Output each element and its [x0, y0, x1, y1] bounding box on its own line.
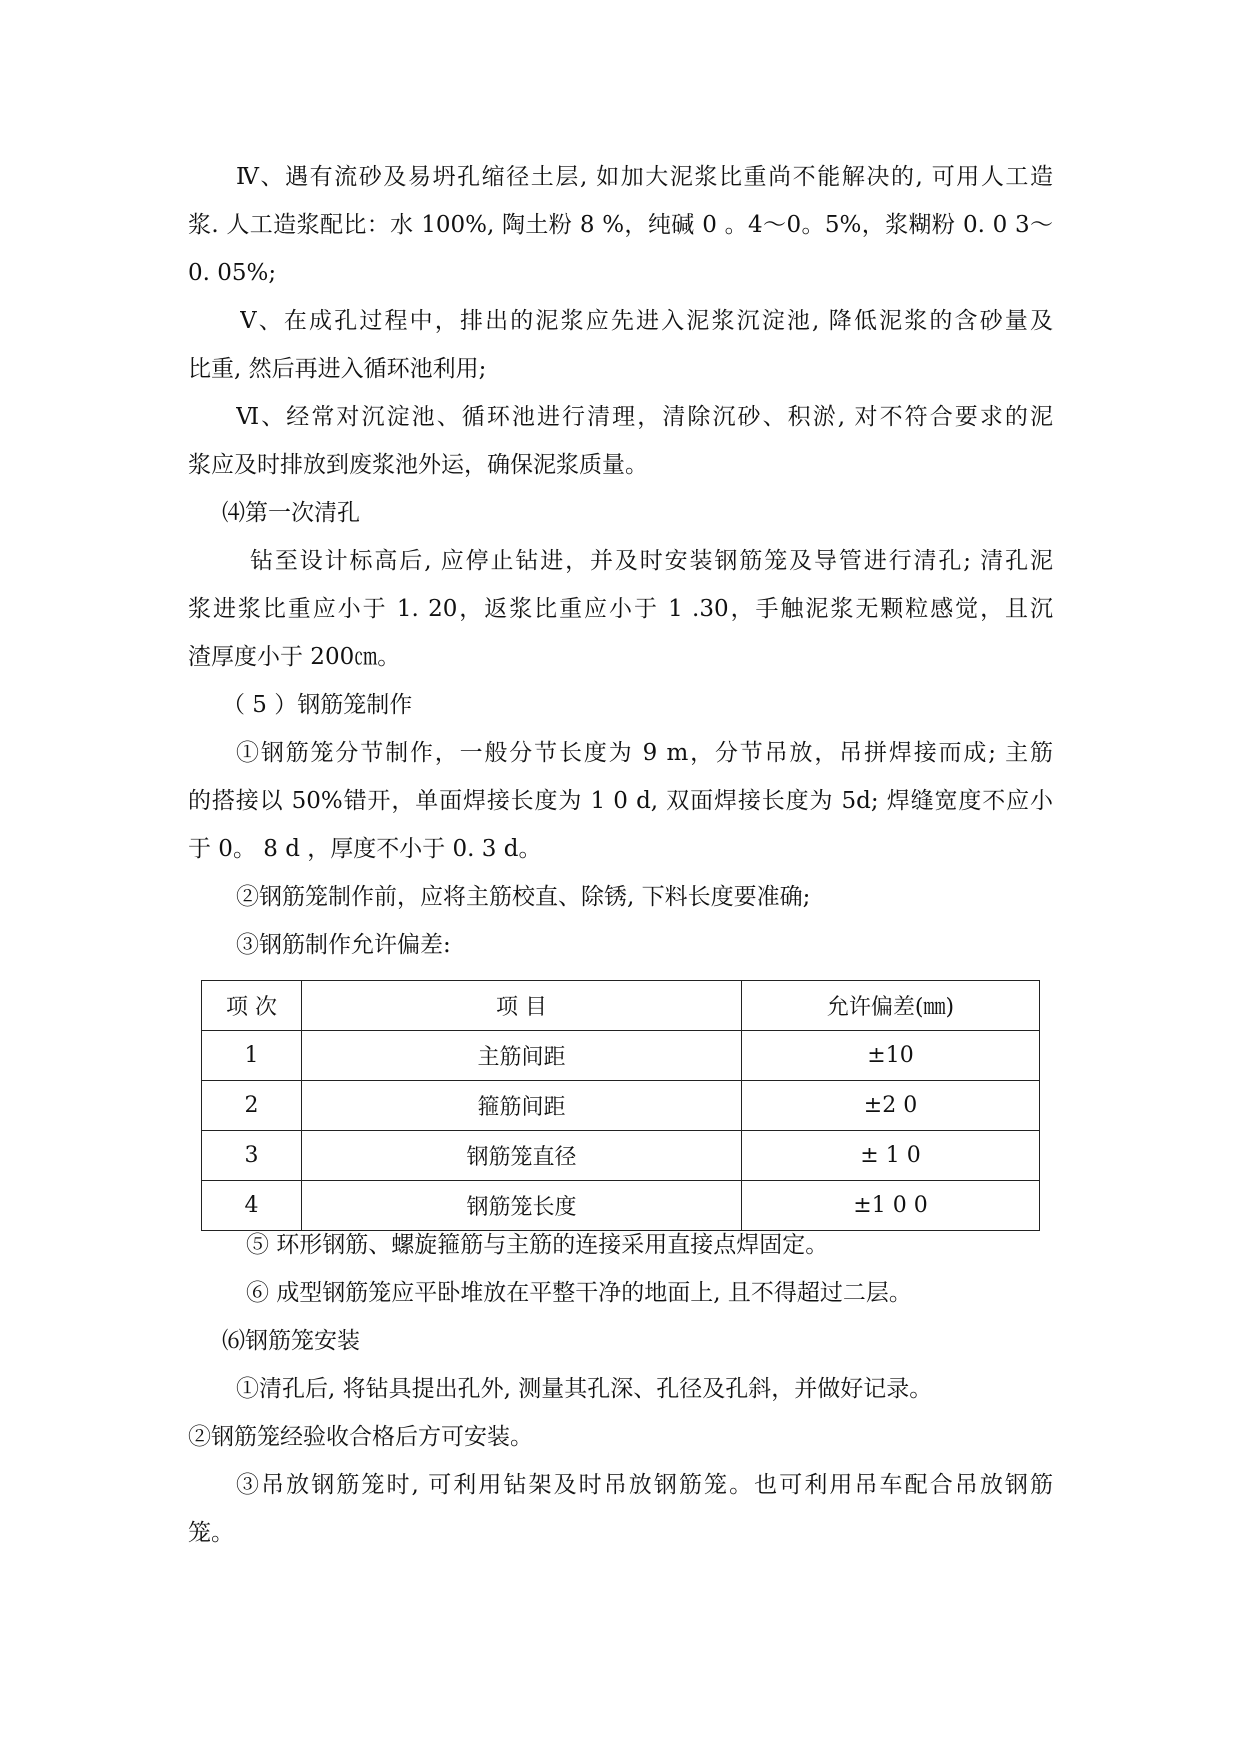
paragraph-line: Ⅴ、在成孔过程中，排出的泥浆应先进入泥浆沉淀池, 降低泥浆的含砂量及 [240, 308, 1053, 334]
table-cell-tolerance: ±10 [742, 1031, 1040, 1081]
section-heading: ⑷第一次清孔 [222, 500, 360, 526]
paragraph-line: 0. 05%; [188, 260, 277, 286]
paragraph-line: 浆应及时排放到废浆池外运，确保泥浆质量。 [188, 452, 648, 478]
tolerance-table [201, 980, 1040, 1231]
table-cell-item: 箍筋间距 [302, 1081, 742, 1131]
table-cell-item: 主筋间距 [302, 1031, 742, 1081]
paragraph-line: ①清孔后, 将钻具提出孔外, 测量其孔深、孔径及孔斜，并做好记录。 [236, 1376, 933, 1402]
table-cell-tolerance: ±2 0 [742, 1081, 1040, 1131]
table-cell-item: 钢筋笼直径 [302, 1131, 742, 1181]
table-cell-tolerance: ±1 0 0 [742, 1181, 1040, 1231]
paragraph-line: ⑥ 成型钢筋笼应平卧堆放在平整干净的地面上, 且不得超过二层。 [246, 1280, 912, 1306]
table-cell-index: 4 [202, 1181, 302, 1231]
table-row [202, 1181, 1040, 1231]
paragraph-line: 比重, 然后再进入循环池利用; [188, 356, 487, 382]
paragraph-line: 于 0。 8 d ，厚度不小于 0. 3 d。 [188, 836, 542, 862]
paragraph-line: Ⅵ、经常对沉淀池、循环池进行清理，清除沉砂、积淤, 对不符合要求的泥 [236, 404, 1053, 430]
table-header-cell: 项 次 [202, 981, 302, 1031]
paragraph-line: ②钢筋笼经验收合格后方可安装。 [188, 1424, 533, 1450]
section-heading: （ 5 ）钢筋笼制作 [222, 692, 413, 718]
table-row [202, 1081, 1040, 1131]
table-cell-item: 钢筋笼长度 [302, 1181, 742, 1231]
paragraph-line: ③吊放钢筋笼时, 可利用钻架及时吊放钢筋笼。也可利用吊车配合吊放钢筋 [236, 1472, 1053, 1498]
paragraph-line: 笼。 [188, 1520, 234, 1546]
table-row [202, 1031, 1040, 1081]
table-cell-index: 1 [202, 1031, 302, 1081]
table-cell-index: 2 [202, 1081, 302, 1131]
paragraph-line: Ⅳ、遇有流砂及易坍孔缩径土层, 如加大泥浆比重尚不能解决的, 可用人工造 [236, 164, 1053, 190]
table-row [202, 1131, 1040, 1181]
paragraph-line: ②钢筋笼制作前，应将主筋校直、除锈, 下料长度要准确; [236, 884, 811, 910]
table-cell-tolerance: ± 1 0 [742, 1131, 1040, 1181]
paragraph-line: ③钢筋制作允许偏差: [236, 932, 451, 958]
table-header-cell: 项 目 [302, 981, 742, 1031]
paragraph-line: 钻至设计标高后, 应停止钻进，并及时安装钢筋笼及导管进行清孔; 清孔泥 [250, 548, 1053, 574]
paragraph-line: 渣厚度小于 200㎝。 [188, 644, 401, 670]
paragraph-line: 的搭接以 50%错开，单面焊接长度为 1 0 d, 双面焊接长度为 5d; 焊缝宽度不应小 [188, 788, 1053, 814]
table-header-cell: 允许偏差(㎜) [742, 981, 1040, 1031]
section-heading: ⑹钢筋笼安装 [222, 1328, 360, 1354]
paragraph-line: ①钢筋笼分节制作，一般分节长度为 9 m，分节吊放，吊拼焊接而成; 主筋 [236, 740, 1053, 766]
table-header-row [202, 981, 1040, 1031]
paragraph-line: 浆进浆比重应小于 1. 20，返浆比重应小于 1 .30，手触泥浆无颗粒感觉，且沉 [188, 596, 1053, 622]
paragraph-line: 浆. 人工造浆配比：水 100%, 陶土粉 8 %，纯碱 0 。4～0。5%，浆糊粉 0. 0 3～ [188, 212, 1053, 238]
paragraph-line: ⑤ 环形钢筋、螺旋箍筋与主筋的连接采用直接点焊固定。 [246, 1232, 829, 1258]
table-cell-index: 3 [202, 1131, 302, 1181]
